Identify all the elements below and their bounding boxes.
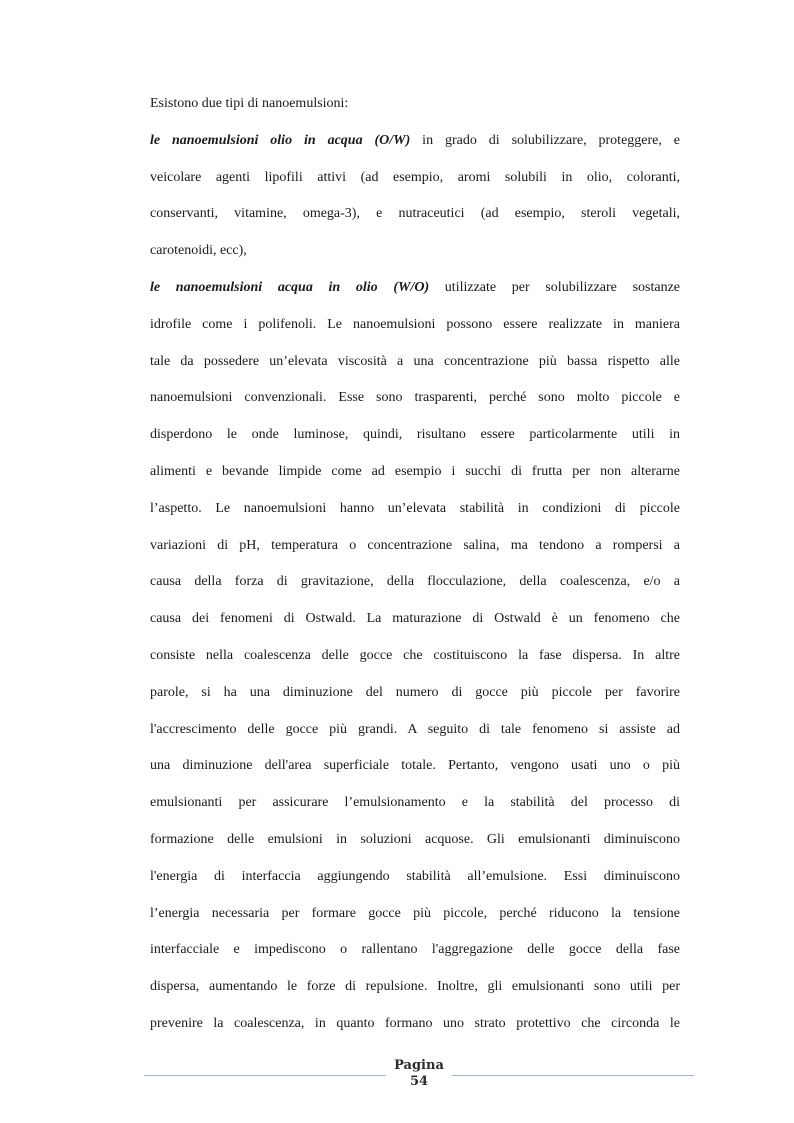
text-line [150, 274, 680, 311]
line-text: Esistono due tipi di nanoemulsioni: [150, 96, 349, 111]
text-line [150, 421, 680, 458]
line-text: interfacciale e impediscono o rallentano l'aggregazione delle gocce della fase [150, 942, 680, 958]
text-line [150, 568, 680, 605]
page-word: Pagina [394, 1058, 444, 1073]
text-line [150, 973, 680, 1010]
text-line [150, 716, 680, 753]
text-line [150, 532, 680, 569]
text-line [150, 458, 680, 495]
line-text: l'energia di interfaccia aggiungendo stabilità all’emulsione. Essi diminuiscono [150, 868, 680, 884]
text-line [150, 311, 680, 348]
text-line [150, 90, 680, 127]
text-line [150, 237, 680, 274]
text-line [150, 789, 680, 826]
text-line [150, 752, 680, 789]
line-text: parole, si ha una diminuzione del numero di gocce più piccole per favorire [150, 684, 680, 700]
line-text: utilizzate per solubilizzare sostanze [429, 279, 680, 295]
text-line [150, 164, 680, 201]
line-text: causa dei fenomeni di Ostwald. La maturazione di Ostwald è un fenomeno che [150, 611, 680, 627]
text-line [150, 127, 680, 164]
text-line [150, 348, 680, 385]
emphasis-term: le nanoemulsioni olio in acqua (O/W) [150, 132, 411, 148]
text-line [150, 495, 680, 532]
line-text: l’aspetto. Le nanoemulsioni hanno un’elevata stabilità in condizioni di piccole [150, 500, 680, 516]
footer-rule-left [144, 1075, 386, 1076]
line-text: conservanti, vitamine, omega-3), e nutraceutici (ad esempio, steroli vegetali, [150, 206, 680, 222]
text-line [150, 863, 680, 900]
page-number-label [386, 1058, 452, 1090]
line-text: veicolare agenti lipofili attivi (ad esempio, aromi solubili in olio, coloranti, [150, 169, 680, 185]
text-line [150, 1010, 680, 1047]
text-line [150, 605, 680, 642]
line-text: carotenoidi, ecc), [150, 243, 247, 259]
line-text: nanoemulsioni convenzionali. Esse sono trasparenti, perché sono molto piccole e [150, 390, 680, 406]
line-text: in grado di solubilizzare, proteggere, e [410, 132, 680, 148]
line-text: tale da possedere un’elevata viscosità a una concentrazione più bassa rispetto alle [150, 353, 680, 369]
line-text: consiste nella coalescenza delle gocce che costituiscono la fase dispersa. In altre [150, 647, 680, 663]
line-text: variazioni di pH, temperatura o concentrazione salina, ma tendono a rompersi a [150, 537, 680, 553]
line-text: alimenti e bevande limpide come ad esempio i succhi di frutta per non alterarne [150, 463, 680, 479]
line-text: una diminuzione dell'area superficiale totale. Pertanto, vengono usati uno o più [150, 758, 680, 774]
text-line [150, 200, 680, 237]
line-text: prevenire la coalescenza, in quanto formano uno strato protettivo che circonda le [150, 1015, 680, 1031]
line-text: l'accrescimento delle gocce più grandi. A seguito di tale fenomeno si assiste ad [150, 721, 680, 737]
text-line [150, 642, 680, 679]
text-line [150, 679, 680, 716]
footer-rule-right [452, 1075, 694, 1076]
line-text: disperdono le onde luminose, quindi, risultano essere particolarmente utili in [150, 427, 680, 443]
line-text: formazione delle emulsioni in soluzioni acquose. Gli emulsionanti diminuiscono [150, 831, 680, 847]
line-text: dispersa, aumentando le forze di repulsione. Inoltre, gli emulsionanti sono utili per [150, 979, 680, 995]
text-line [150, 936, 680, 973]
page-footer [0, 1058, 794, 1098]
text-line [150, 900, 680, 937]
text-line [150, 384, 680, 421]
body-text [150, 90, 680, 1047]
emphasis-term: le nanoemulsioni acqua in olio (W/O) [150, 279, 430, 295]
line-text: emulsionanti per assicurare l’emulsionamento e la stabilità del processo di [150, 795, 680, 811]
line-text: idrofile come i polifenoli. Le nanoemulsioni possono essere realizzate in maniera [150, 316, 680, 332]
text-line [150, 826, 680, 863]
line-text: l’energia necessaria per formare gocce più piccole, perché riducono la tensione [150, 905, 680, 921]
line-text: causa della forza di gravitazione, della flocculazione, della coalescenza, e/o a [150, 574, 680, 590]
page-number: 54 [409, 1074, 429, 1089]
